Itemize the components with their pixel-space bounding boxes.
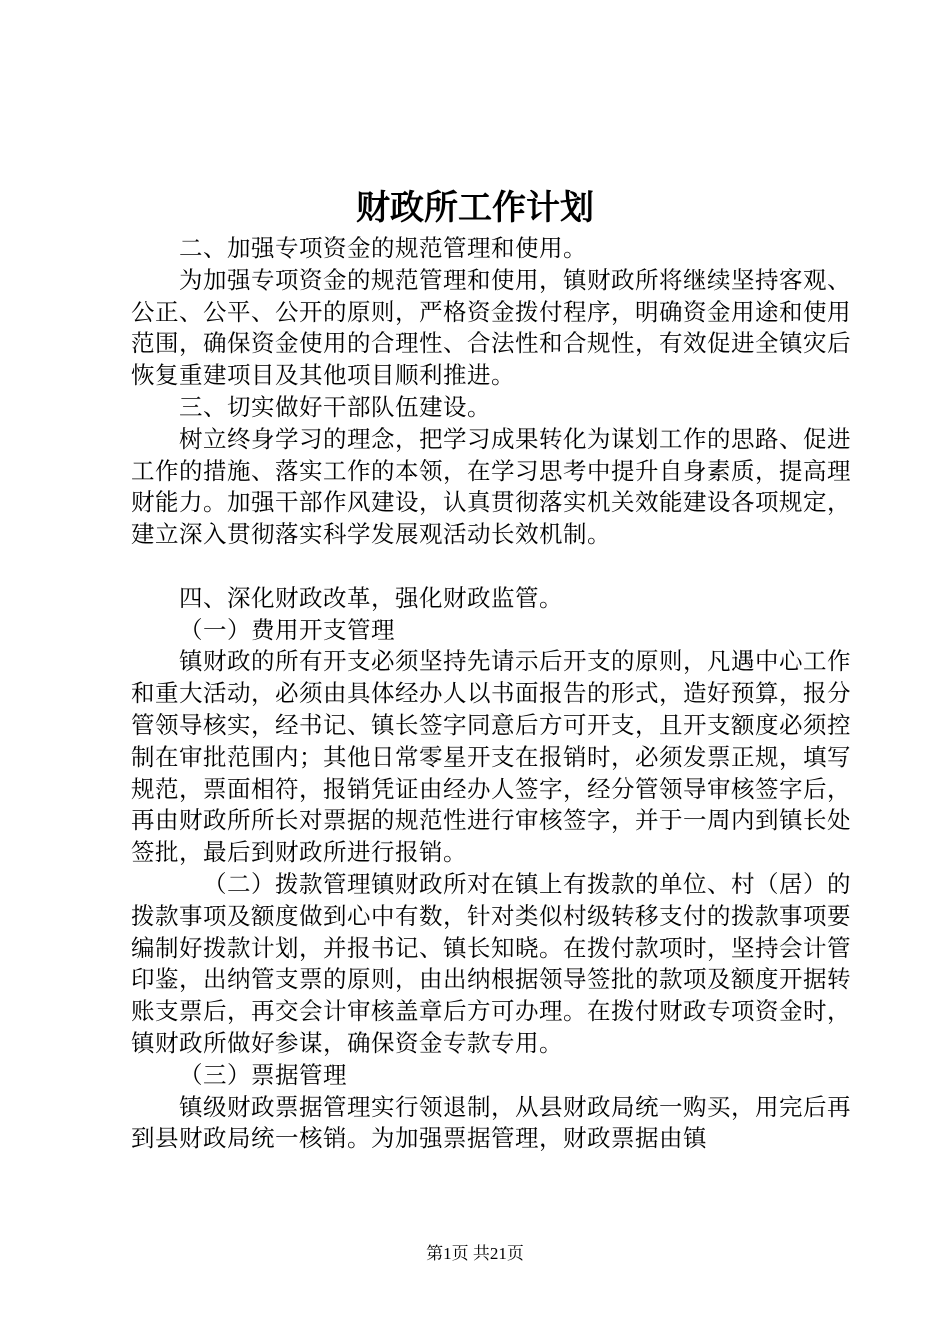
- paragraph-team-building: 树立终身学习的理念，把学习成果转化为谋划工作的思路、促进工作的措施、落实工作的本领，在学习思考中提升自身素质，提高理财能力。加强干部作风建设，认真贯彻落实机关效能建设各项规定，建立深入贯彻落实科学发展观活动长效机制。: [131, 424, 851, 549]
- paragraph-special-funds: 为加强专项资金的规范管理和使用，镇财政所将继续坚持客观、公正、公平、公开的原则，严格资金拨付程序，明确资金用途和使用范围，确保资金使用的合理性、合法性和合规性，有效促进全镇灾后恢复重建项目及其他项目顺利推进。: [131, 265, 851, 390]
- section-heading-4: 四、深化财政改革，强化财政监管。: [179, 583, 563, 612]
- paragraph-appropriation-management: （二）拨款管理镇财政所对在镇上有拨款的单位、村（居）的拨款事项及额度做到心中有数，针对类似村级转移支付的拨款事项要编制好拨款计划，并报书记、镇长知晓。在拨付款项时，坚持会计管印鉴，出纳管支票的原则，由出纳根据领导签批的款项及额度开据转账支票后，再交会计审核盖章后方可办理。在拨付财政专项资金时，镇财政所做好参谋，确保资金专款专用。: [131, 869, 851, 1057]
- section-heading-2: 二、加强专项资金的规范管理和使用。: [179, 234, 587, 262]
- subheading-receipt-management: （三）票据管理: [179, 1060, 347, 1089]
- page-footer: 第1页 共21页: [426, 1244, 524, 1263]
- document-title: 财政所工作计划: [356, 188, 594, 228]
- blank-line: [131, 551, 851, 583]
- paragraph-receipt-management: 镇级财政票据管理实行领退制，从县财政局统一购买，用完后再到县财政局统一核销。为加强票据管理，财政票据由镇: [131, 1092, 851, 1153]
- document-body: [131, 233, 851, 1155]
- subheading-expense-management: （一）费用开支管理: [179, 615, 395, 644]
- section-heading-3: 三、切实做好干部队伍建设。: [179, 392, 491, 421]
- paragraph-expense-management: 镇财政的所有开支必须坚持先请示后开支的原则，凡遇中心工作和重大活动，必须由具体经办人以书面报告的形式，造好预算，报分管领导核实，经书记、镇长签字同意后方可开支，且开支额度必须控制在审批范围内；其他日常零星开支在报销时，必须发票正规，填写规范，票面相符，报销凭证由经办人签字，经分管领导审核签字后，再由财政所所长对票据的规范性进行审核签字，并于一周内到镇长处签批，最后到财政所进行报销。: [131, 647, 851, 867]
